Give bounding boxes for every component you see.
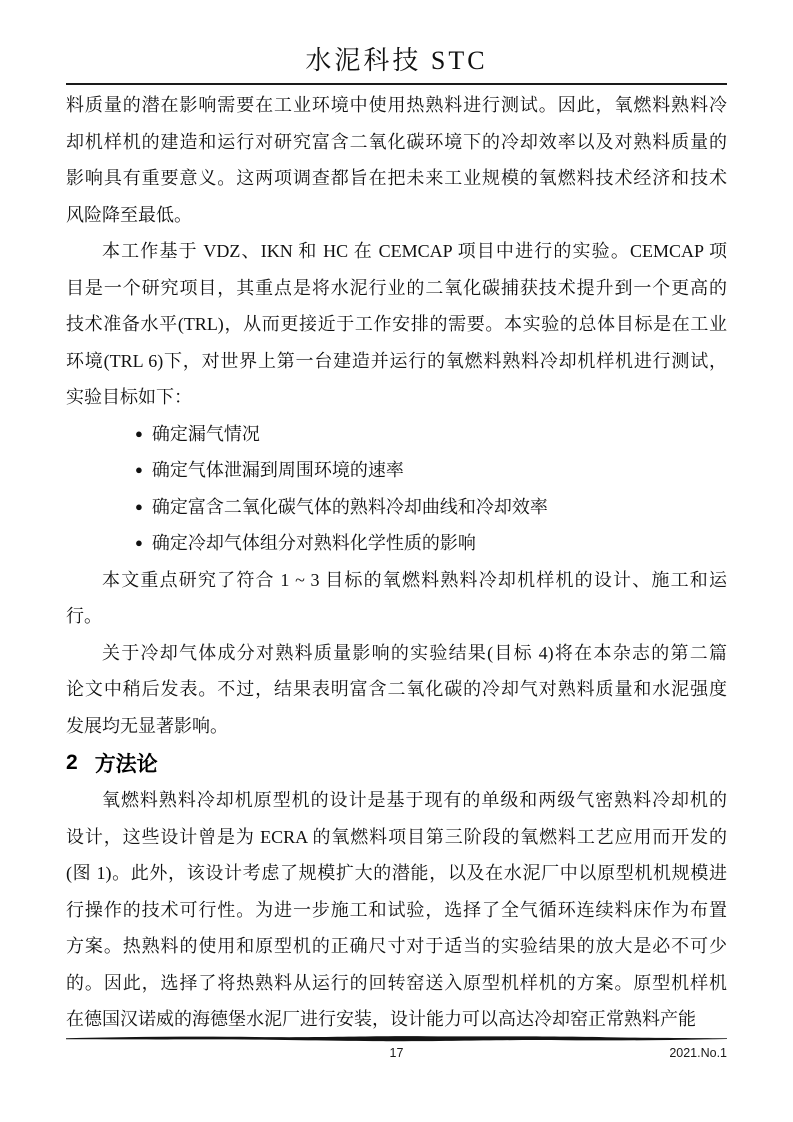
bullet-item [66,416,727,453]
bullet-text: 确定富含二氧化碳气体的熟料冷却曲线和冷却效率 [151,496,548,517]
paragraph-line: 发展均无显著影响。 [66,715,228,736]
paragraph-line: 氧燃料熟料冷却机原型机的设计是基于现有的单级和两级气密熟料冷却机的 [102,790,727,810]
paragraph [66,87,727,233]
header-rule [66,83,727,85]
paragraph-line: (图 1)。此外，该设计考虑了规模扩大的潜能，以及在水泥厂中以原型机机规模进 [66,863,727,883]
footer-row [66,1044,727,1062]
paragraph-line: 实验目标如下： [66,387,192,407]
paragraph-line: 风险降至最低。 [66,204,192,225]
paragraph-line: 环境(TRL 6)下，对世界上第一台建造并运行的氧燃料熟料冷却机样机进行测试， [66,350,727,371]
paragraph-line: 料质量的潜在影响需要在工业环境中使用热熟料进行测试。因此，氧燃料熟料冷 [66,95,727,115]
bullet-item [66,489,727,526]
bullet-text: 确定气体泄漏到周围环境的速率 [151,460,404,480]
issue-label: 2021.No.1 [669,1046,727,1060]
paragraph-line: 本文重点研究了符合 1 ~ 3 目标的氧燃料熟料冷却机样机的设计、施工和运 [102,569,727,590]
bullet-list [66,416,727,562]
paragraph-line: 行操作的技术可行性。为进一步施工和试验，选择了全气循环连续料床作为布置 [66,899,727,920]
bullet-item [66,452,727,489]
section-title: 方法论 [94,753,158,776]
paragraph-line: 技术准备水平(TRL)，从而更接近于工作安排的需要。本实验的总体目标是在工业 [66,314,727,334]
page-footer [66,1034,727,1062]
paragraph-line: 在德国汉诺威的海德堡水泥厂进行安装，设计能力可以高达冷却窑正常熟料产能 [66,1009,696,1029]
footer-rule [66,1034,727,1043]
paragraph-line: 行。 [66,606,102,626]
paragraph-line: 目是一个研究项目，其重点是将水泥行业的二氧化碳捕获技术提升到一个更高的 [66,277,727,298]
paragraph-line: 设计，这些设计曾是为 ECRA 的氧燃料项目第三阶段的氧燃料工艺应用而开发的 [66,826,727,847]
paragraph [66,233,727,416]
page-header [66,0,727,85]
bullet-icon: ● [135,462,143,477]
document-body [66,87,727,1038]
paragraph-line: 的。因此，选择了将热熟料从运行的回转窑送入原型机样机的方案。原型机样机 [66,972,727,993]
paragraph-line: 本工作基于 VDZ、IKN 和 HC 在 CEMCAP 项目中进行的实验。CEMCAP 项 [102,241,727,261]
bullet-icon: ● [135,498,143,514]
paragraph-line: 却机样机的建造和运行对研究富含二氧化碳环境下的冷却效率以及对熟料质量的 [66,131,727,152]
page-number: 17 [389,1046,404,1060]
section-number: 2 [66,751,78,774]
bullet-item [66,525,727,562]
paragraph [66,635,727,745]
bullet-text: 确定漏气情况 [151,423,260,444]
paragraph [66,782,727,1038]
paragraph [66,562,727,635]
paragraph-line: 关于冷却气体成分对熟料质量影响的实验结果(目标 4)将在本杂志的第二篇 [102,642,727,663]
paragraph-line: 影响具有重要意义。这两项调查都旨在把未来工业规模的氧燃料技术经济和技术 [66,168,727,188]
bullet-text: 确定冷却气体组分对熟料化学性质的影响 [151,533,476,553]
paragraph-line: 论文中稍后发表。不过，结果表明富含二氧化碳的冷却气对熟料质量和水泥强度 [66,679,727,699]
journal-title: 水泥科技 STC [305,46,488,75]
bullet-icon: ● [135,425,143,441]
paragraph-line: 方案。热熟料的使用和原型机的正确尺寸对于适当的实验结果的放大是必不可少 [66,936,727,956]
bullet-icon: ● [135,535,143,550]
section-heading [66,744,727,782]
